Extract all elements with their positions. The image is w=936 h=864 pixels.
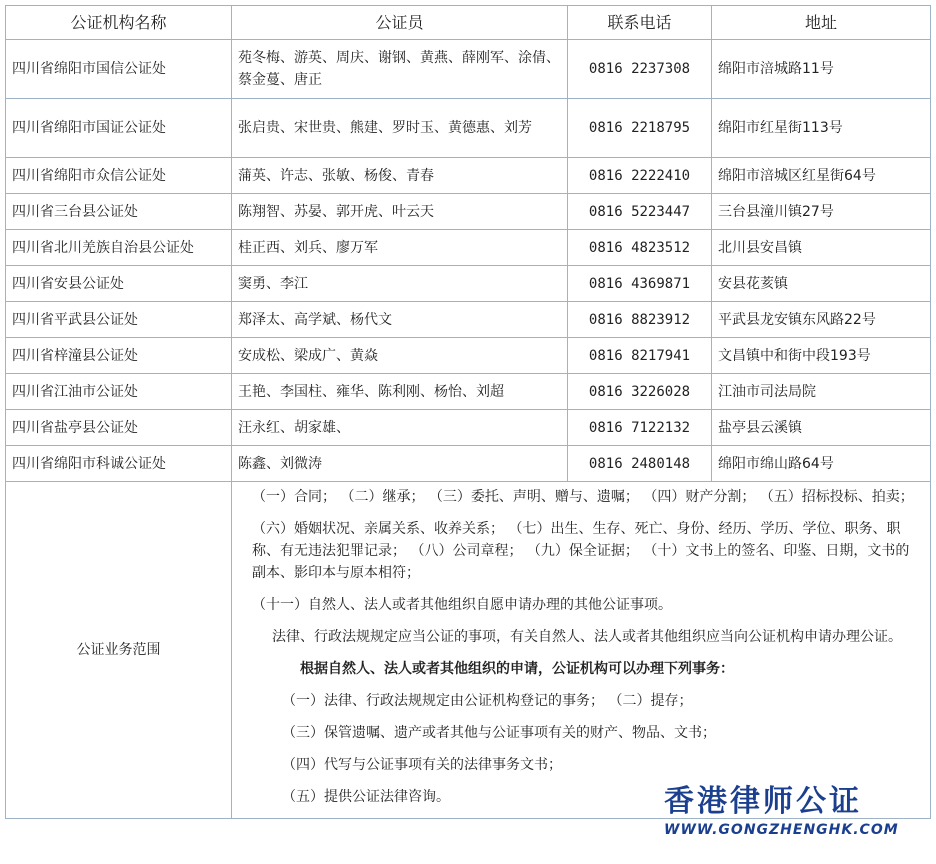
table-row — [6, 374, 931, 410]
phone-number: 0816 5223447 — [568, 194, 712, 230]
phone-number: 0816 7122132 — [568, 410, 712, 446]
phone-number: 0816 8823912 — [568, 302, 712, 338]
scope-paragraph: （一）法律、行政法规规定由公证机构登记的事务； （二）提存； — [282, 693, 693, 709]
watermark — [664, 784, 924, 854]
phone-number: 0816 2237308 — [568, 40, 712, 99]
address: 江油市司法局院 — [712, 374, 931, 410]
notary-staff: 陈翔智、苏晏、郭开虎、叶云天 — [232, 194, 568, 230]
header-phone: 联系电话 — [568, 6, 712, 40]
header-row — [6, 6, 931, 40]
scope-paragraph: （一）合同； （二）继承； （三）委托、声明、赠与、遗嘱； （四）财产分割； （五）招标投标、拍卖； — [252, 489, 914, 505]
watermark-title: 香港律师公证 — [664, 784, 862, 819]
org-name: 四川省绵阳市国信公证处 — [6, 40, 232, 99]
notary-staff: 桂正西、刘兵、廖万军 — [232, 230, 568, 266]
notary-staff: 蒲英、许志、张敏、杨俊、青春 — [232, 158, 568, 194]
scope-label: 公证业务范围 — [6, 482, 232, 819]
phone-number: 0816 3226028 — [568, 374, 712, 410]
org-name: 四川省绵阳市科诚公证处 — [6, 446, 232, 482]
address: 绵阳市绵山路64号 — [712, 446, 931, 482]
phone-number: 0816 4369871 — [568, 266, 712, 302]
address: 绵阳市涪城区红星街64号 — [712, 158, 931, 194]
phone-number: 0816 2222410 — [568, 158, 712, 194]
scope-paragraph: （十一）自然人、法人或者其他组织自愿申请办理的其他公证事项。 — [252, 597, 672, 613]
table-row — [6, 40, 931, 99]
org-name: 四川省绵阳市国证公证处 — [6, 99, 232, 158]
scope-paragraph: 法律、行政法规规定应当公证的事项，有关自然人、法人或者其他组织应当向公证机构申请办理公证。 — [272, 629, 902, 645]
address: 北川县安昌镇 — [712, 230, 931, 266]
org-name: 四川省绵阳市众信公证处 — [6, 158, 232, 194]
header-org: 公证机构名称 — [6, 6, 232, 40]
address: 绵阳市涪城路11号 — [712, 40, 931, 99]
scope-heading: 根据自然人、法人或者其他组织的申请，公证机构可以办理下列事务： — [300, 661, 734, 677]
notary-staff: 窦勇、李江 — [232, 266, 568, 302]
notary-staff: 张启贵、宋世贵、熊建、罗时玉、黄德惠、刘芳 — [232, 99, 568, 158]
notary-staff: 苑冬梅、游英、周庆、谢钢、黄燕、薛刚军、涂倩、蔡金蔓、唐正 — [232, 40, 568, 99]
org-name: 四川省安县公证处 — [6, 266, 232, 302]
scope-paragraph: （三）保管遗嘱、遗产或者其他与公证事项有关的财产、物品、文书； — [282, 725, 716, 741]
notary-table — [5, 5, 931, 819]
phone-number: 0816 8217941 — [568, 338, 712, 374]
table-row — [6, 338, 931, 374]
org-name: 四川省梓潼县公证处 — [6, 338, 232, 374]
scope-paragraph: （五）提供公证法律咨询。 — [282, 789, 450, 805]
phone-number: 0816 4823512 — [568, 230, 712, 266]
address: 三台县潼川镇27号 — [712, 194, 931, 230]
table-row — [6, 194, 931, 230]
address: 安县花荄镇 — [712, 266, 931, 302]
org-name: 四川省江油市公证处 — [6, 374, 232, 410]
notary-staff: 汪永红、胡家雄、 — [232, 410, 568, 446]
phone-number: 0816 2218795 — [568, 99, 712, 158]
address: 平武县龙安镇东风路22号 — [712, 302, 931, 338]
header-staff: 公证员 — [232, 6, 568, 40]
address: 文昌镇中和街中段193号 — [712, 338, 931, 374]
address: 绵阳市红星街113号 — [712, 99, 931, 158]
scope-content — [232, 482, 931, 819]
header-address: 地址 — [712, 6, 931, 40]
phone-number: 0816 2480148 — [568, 446, 712, 482]
org-name: 四川省三台县公证处 — [6, 194, 232, 230]
table-row — [6, 99, 931, 158]
notary-staff: 陈鑫、刘微涛 — [232, 446, 568, 482]
scope-paragraph: （六）婚姻状况、亲属关系、收养关系； （七）出生、生存、死亡、身份、经历、学历、学位、职务、职称、有无违法犯罪记录； （八）公司章程； （九）保全证据； （十）文书上的签名、印鉴、日期，文书的副本、影印本与原本相符； — [252, 521, 910, 581]
address: 盐亭县云溪镇 — [712, 410, 931, 446]
org-name: 四川省平武县公证处 — [6, 302, 232, 338]
notary-staff: 安成松、梁成广、黄焱 — [232, 338, 568, 374]
notary-staff: 王艳、李国柱、雍华、陈利刚、杨怡、刘超 — [232, 374, 568, 410]
table-row — [6, 410, 931, 446]
table-row — [6, 266, 931, 302]
watermark-url: WWW.GONGZHENGHK.COM — [664, 822, 899, 838]
table-row — [6, 446, 931, 482]
notary-staff: 郑泽太、高学斌、杨代文 — [232, 302, 568, 338]
scope-row — [6, 482, 931, 819]
table-row — [6, 158, 931, 194]
org-name: 四川省盐亭县公证处 — [6, 410, 232, 446]
scope-paragraph: （四）代写与公证事项有关的法律事务文书； — [282, 757, 562, 773]
table-row — [6, 302, 931, 338]
table-row — [6, 230, 931, 266]
org-name: 四川省北川羌族自治县公证处 — [6, 230, 232, 266]
